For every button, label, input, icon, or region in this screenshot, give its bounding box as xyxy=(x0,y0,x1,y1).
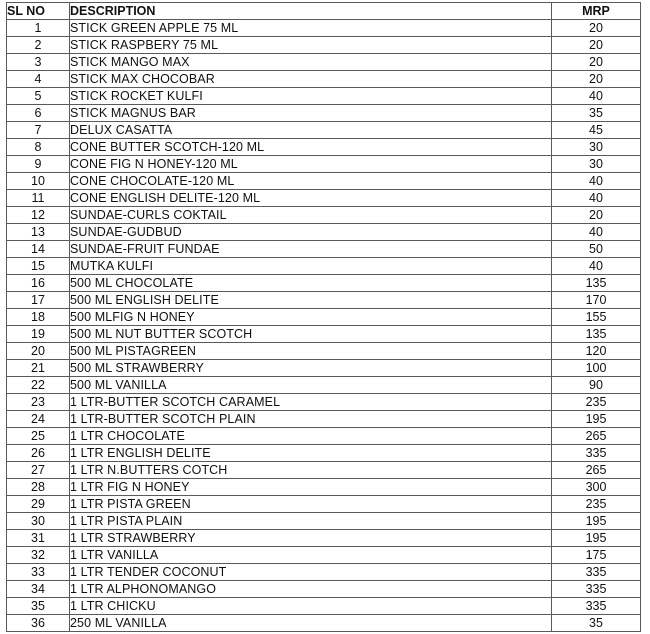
description-cell: 1 LTR PISTA PLAIN xyxy=(70,513,552,530)
description-cell: 1 LTR ENGLISH DELITE xyxy=(70,445,552,462)
description-cell: STICK GREEN APPLE 75 ML xyxy=(70,20,552,37)
description-cell: DELUX CASATTA xyxy=(70,122,552,139)
table-row xyxy=(7,122,641,139)
sl-no-cell: 7 xyxy=(7,122,70,139)
sl-no-cell: 2 xyxy=(7,37,70,54)
mrp-cell: 195 xyxy=(552,530,641,547)
description-cell: SUNDAE-CURLS COKTAIL xyxy=(70,207,552,224)
table-row xyxy=(7,598,641,615)
sl-no-cell: 23 xyxy=(7,394,70,411)
table-row xyxy=(7,71,641,88)
mrp-cell: 20 xyxy=(552,20,641,37)
mrp-cell: 40 xyxy=(552,190,641,207)
description-cell: 1 LTR PISTA GREEN xyxy=(70,496,552,513)
table-row xyxy=(7,615,641,632)
description-cell: SUNDAE-GUDBUD xyxy=(70,224,552,241)
sl-no-cell: 32 xyxy=(7,547,70,564)
table-header-row xyxy=(7,3,641,20)
sl-no-cell: 26 xyxy=(7,445,70,462)
sl-no-cell: 5 xyxy=(7,88,70,105)
table-row xyxy=(7,496,641,513)
description-cell: 1 LTR TENDER COCONUT xyxy=(70,564,552,581)
sl-no-cell: 11 xyxy=(7,190,70,207)
sl-no-cell: 20 xyxy=(7,343,70,360)
table-row xyxy=(7,479,641,496)
description-cell: CONE ENGLISH DELITE-120 ML xyxy=(70,190,552,207)
table-row xyxy=(7,275,641,292)
sl-no-cell: 24 xyxy=(7,411,70,428)
table-row xyxy=(7,258,641,275)
sl-no-cell: 22 xyxy=(7,377,70,394)
mrp-cell: 135 xyxy=(552,326,641,343)
table-row xyxy=(7,394,641,411)
sl-no-cell: 8 xyxy=(7,139,70,156)
mrp-cell: 40 xyxy=(552,258,641,275)
description-cell: 1 LTR-BUTTER SCOTCH CARAMEL xyxy=(70,394,552,411)
description-cell: 500 ML NUT BUTTER SCOTCH xyxy=(70,326,552,343)
table-row xyxy=(7,292,641,309)
table-row xyxy=(7,547,641,564)
table-row xyxy=(7,156,641,173)
mrp-cell: 20 xyxy=(552,54,641,71)
description-cell: MUTKA KULFI xyxy=(70,258,552,275)
description-cell: 500 ML CHOCOLATE xyxy=(70,275,552,292)
table-row xyxy=(7,173,641,190)
sl-no-cell: 12 xyxy=(7,207,70,224)
sl-no-cell: 15 xyxy=(7,258,70,275)
mrp-cell: 235 xyxy=(552,394,641,411)
sl-no-cell: 1 xyxy=(7,20,70,37)
mrp-cell: 235 xyxy=(552,496,641,513)
sl-no-cell: 16 xyxy=(7,275,70,292)
description-cell: 500 ML VANILLA xyxy=(70,377,552,394)
header-description: DESCRIPTION xyxy=(70,3,552,20)
mrp-cell: 195 xyxy=(552,513,641,530)
description-cell: 500 ML PISTAGREEN xyxy=(70,343,552,360)
description-cell: 1 LTR CHOCOLATE xyxy=(70,428,552,445)
description-cell: 1 LTR ALPHONOMANGO xyxy=(70,581,552,598)
mrp-cell: 265 xyxy=(552,462,641,479)
mrp-cell: 175 xyxy=(552,547,641,564)
mrp-cell: 50 xyxy=(552,241,641,258)
mrp-cell: 170 xyxy=(552,292,641,309)
description-cell: STICK RASPBERY 75 ML xyxy=(70,37,552,54)
sl-no-cell: 31 xyxy=(7,530,70,547)
sl-no-cell: 25 xyxy=(7,428,70,445)
table-row xyxy=(7,462,641,479)
header-sl-no: SL NO xyxy=(7,3,70,20)
table-body xyxy=(7,20,641,632)
table-row xyxy=(7,207,641,224)
description-cell: 1 LTR STRAWBERRY xyxy=(70,530,552,547)
table-row xyxy=(7,20,641,37)
header-mrp: MRP xyxy=(552,3,641,20)
table-row xyxy=(7,428,641,445)
description-cell: 500 MLFIG N HONEY xyxy=(70,309,552,326)
sl-no-cell: 13 xyxy=(7,224,70,241)
table-row xyxy=(7,326,641,343)
sl-no-cell: 30 xyxy=(7,513,70,530)
mrp-cell: 40 xyxy=(552,88,641,105)
sl-no-cell: 28 xyxy=(7,479,70,496)
description-cell: 500 ML ENGLISH DELITE xyxy=(70,292,552,309)
table-row xyxy=(7,309,641,326)
mrp-cell: 135 xyxy=(552,275,641,292)
table-row xyxy=(7,411,641,428)
table-row xyxy=(7,105,641,122)
table-row xyxy=(7,139,641,156)
table-row xyxy=(7,445,641,462)
sl-no-cell: 33 xyxy=(7,564,70,581)
table-row xyxy=(7,224,641,241)
description-cell: 1 LTR CHICKU xyxy=(70,598,552,615)
table-row xyxy=(7,343,641,360)
mrp-cell: 40 xyxy=(552,224,641,241)
description-cell: 1 LTR VANILLA xyxy=(70,547,552,564)
table-row xyxy=(7,513,641,530)
table-row xyxy=(7,241,641,258)
description-cell: STICK MANGO MAX xyxy=(70,54,552,71)
table-row xyxy=(7,360,641,377)
mrp-cell: 100 xyxy=(552,360,641,377)
sl-no-cell: 21 xyxy=(7,360,70,377)
mrp-cell: 45 xyxy=(552,122,641,139)
description-cell: 1 LTR-BUTTER SCOTCH PLAIN xyxy=(70,411,552,428)
description-cell: 1 LTR FIG N HONEY xyxy=(70,479,552,496)
mrp-cell: 30 xyxy=(552,156,641,173)
mrp-cell: 300 xyxy=(552,479,641,496)
price-list-table xyxy=(6,2,641,632)
mrp-cell: 195 xyxy=(552,411,641,428)
sl-no-cell: 27 xyxy=(7,462,70,479)
mrp-cell: 120 xyxy=(552,343,641,360)
table-row xyxy=(7,564,641,581)
sl-no-cell: 18 xyxy=(7,309,70,326)
table-row xyxy=(7,377,641,394)
table-row xyxy=(7,581,641,598)
description-cell: SUNDAE-FRUIT FUNDAE xyxy=(70,241,552,258)
mrp-cell: 35 xyxy=(552,105,641,122)
table-row xyxy=(7,530,641,547)
description-cell: 1 LTR N.BUTTERS COTCH xyxy=(70,462,552,479)
sl-no-cell: 36 xyxy=(7,615,70,632)
sl-no-cell: 35 xyxy=(7,598,70,615)
description-cell: 500 ML STRAWBERRY xyxy=(70,360,552,377)
sl-no-cell: 4 xyxy=(7,71,70,88)
mrp-cell: 335 xyxy=(552,598,641,615)
description-cell: CONE FIG N HONEY-120 ML xyxy=(70,156,552,173)
mrp-cell: 155 xyxy=(552,309,641,326)
mrp-cell: 20 xyxy=(552,207,641,224)
table-row xyxy=(7,190,641,207)
description-cell: CONE CHOCOLATE-120 ML xyxy=(70,173,552,190)
sl-no-cell: 19 xyxy=(7,326,70,343)
description-cell: STICK MAX CHOCOBAR xyxy=(70,71,552,88)
sl-no-cell: 17 xyxy=(7,292,70,309)
description-cell: STICK MAGNUS BAR xyxy=(70,105,552,122)
description-cell: STICK ROCKET KULFI xyxy=(70,88,552,105)
mrp-cell: 20 xyxy=(552,37,641,54)
sl-no-cell: 6 xyxy=(7,105,70,122)
mrp-cell: 335 xyxy=(552,581,641,598)
sl-no-cell: 29 xyxy=(7,496,70,513)
mrp-cell: 335 xyxy=(552,445,641,462)
description-cell: CONE BUTTER SCOTCH-120 ML xyxy=(70,139,552,156)
mrp-cell: 20 xyxy=(552,71,641,88)
sl-no-cell: 10 xyxy=(7,173,70,190)
description-cell: 250 ML VANILLA xyxy=(70,615,552,632)
table-row xyxy=(7,37,641,54)
mrp-cell: 265 xyxy=(552,428,641,445)
mrp-cell: 30 xyxy=(552,139,641,156)
sl-no-cell: 34 xyxy=(7,581,70,598)
sl-no-cell: 3 xyxy=(7,54,70,71)
mrp-cell: 335 xyxy=(552,564,641,581)
mrp-cell: 40 xyxy=(552,173,641,190)
sl-no-cell: 14 xyxy=(7,241,70,258)
mrp-cell: 35 xyxy=(552,615,641,632)
table-row xyxy=(7,54,641,71)
mrp-cell: 90 xyxy=(552,377,641,394)
table-row xyxy=(7,88,641,105)
sl-no-cell: 9 xyxy=(7,156,70,173)
